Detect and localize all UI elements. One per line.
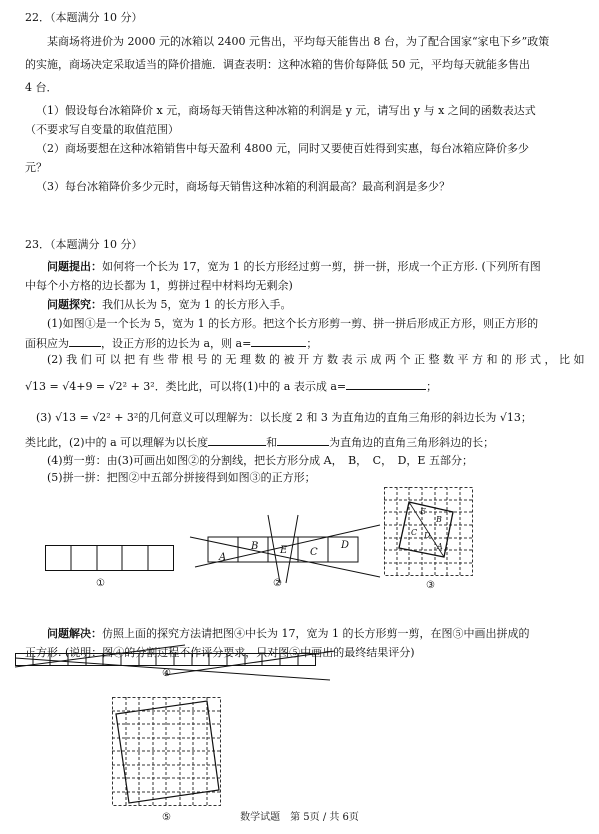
- figure-2-part-e: E: [280, 545, 288, 556]
- q23-item4: (4)剪一剪：由(3)可画出如图②的分割线，把长方形分成 A， B， C， D，E 五部分；: [47, 454, 473, 467]
- q23-item1-end: ；: [306, 337, 318, 350]
- q22-para-line1: 某商场将进价为 2000 元的冰箱以 2400 元售出，平均每天能售出 8 台，为了配合国家“家电下乡”政策: [47, 35, 550, 48]
- q23-explore-title: 问题探究：: [47, 298, 102, 311]
- answer-blank-area[interactable]: [69, 335, 101, 347]
- figure-2-part-d: D: [341, 540, 350, 551]
- q23-item3-mid: 和: [266, 436, 278, 449]
- q23-solve-line2: 正方形. (说明：图④的分割过程不作评分要求，只对图⑤中画出的最终结果评分): [25, 646, 415, 659]
- figure-3-part-b: B: [436, 515, 442, 524]
- q23-item2-end: ；: [426, 380, 438, 393]
- q22-sub2-line1: （2）商场要想在这种冰箱销售中每天盈利 4800 元，同时又要使百姓得到实惠，每台冰箱应降价多少: [36, 142, 529, 155]
- q23-item2-text: ．类比此，可以将(1)中的 a 表示成 a=: [154, 380, 347, 393]
- figure-1-rectangle: [45, 545, 175, 571]
- figure-5-label: ⑤: [162, 812, 171, 823]
- figure-4-label: ④: [162, 668, 171, 679]
- answer-blank-a-form[interactable]: [346, 378, 426, 390]
- figure-2-part-b: B: [251, 541, 259, 552]
- sqrt-expression-1: √13 = √4+9 = √2² + 3²: [25, 380, 155, 393]
- q23-solve-title: 问题解决：: [47, 627, 102, 640]
- page-footer: 数学试题 第 5页 / 共 6页: [240, 812, 359, 823]
- figure-2-part-c: C: [310, 547, 318, 558]
- q23-solve: [47, 626, 529, 641]
- figure-2-part-a: A: [219, 552, 227, 563]
- answer-blank-leg2[interactable]: [277, 434, 329, 446]
- q23-raise-line2: 中每个小方格的边长都为 1，剪拼过程中材料均无剩余): [25, 279, 293, 292]
- figure-4-strip: [15, 645, 335, 685]
- q23-header: 23．（本题满分 10 分）: [25, 238, 143, 251]
- q23-item1-line1: (1)如图①是一个长为 5，宽为 1 的长方形。把这个长方形剪一剪、拼一拼后形成正方形，则正方形的: [47, 317, 539, 330]
- q23-explore-text: 我们从长为 5，宽为 1 的长方形入手。: [102, 298, 292, 311]
- answer-blank-leg1[interactable]: [208, 434, 266, 446]
- q22-para-line3: 4 台．: [25, 81, 58, 94]
- q23-item1-mid: ，设正方形的边长为 a，则 a=: [101, 337, 252, 350]
- sqrt-expression-2: (3) √13 = √2² + 3²: [36, 411, 139, 424]
- q23-item3-text: 的几何意义可以理解为：以长度 2 和 3 为直角边的直角三角形的斜边长为 √13；: [138, 411, 532, 424]
- q23-item3-line1: [36, 410, 532, 425]
- q23-raise-text: 如何将一个长为 17，宽为 1 的长方形经过剪一剪，拼一拼，形成一个正方形. (下列所有图: [102, 260, 541, 273]
- answer-blank-a[interactable]: [251, 335, 306, 347]
- q23-item5: (5)拼一拼：把图②中五部分拼接得到如图③的正方形；: [47, 471, 316, 484]
- figure-5-grid-square: [112, 697, 222, 807]
- q23-item3-end: 为直角边的直角三角形斜边的长；: [329, 436, 495, 449]
- figure-3-part-a: A: [437, 542, 443, 551]
- q22-header: 22．（本题满分 10 分）: [25, 11, 143, 24]
- figure-3-part-e: E: [420, 507, 426, 516]
- q23-solve-text: 仿照上面的探究方法请把图④中长为 17，宽为 1 的长方形剪一剪，在图⑤中画出拼成的: [102, 627, 530, 640]
- q23-item1-pre: 面积应为: [25, 337, 69, 350]
- q23-item1-line2: [25, 335, 317, 351]
- q23-item2-line1: (2) 我 们 可 以 把 有 些 带 根 号 的 无 理 数 的 被 开 方 数 表 示 成 两 个 正 整 数 平 方 和 的 形 式 ， 比 如: [47, 353, 585, 366]
- q23-raise: [47, 259, 541, 274]
- q23-item2-line2: [25, 378, 437, 394]
- figure-2-label: ②: [273, 578, 282, 589]
- q22-sub2-line2: 元？: [25, 161, 47, 174]
- figure-3-label: ③: [426, 580, 435, 591]
- figure-1-label: ①: [96, 578, 105, 589]
- q23-item3-pre: 类比此，(2)中的 a 可以理解为以长度: [25, 436, 209, 449]
- q23-explore: [47, 297, 292, 312]
- figure-3-part-d: D: [424, 531, 431, 540]
- q22-sub1-line1: （1）假设每台冰箱降价 x 元，商场每天销售这种冰箱的利润是 y 元，请写出 y 与 x 之间的函数表达式: [36, 104, 536, 117]
- q23-item3-line2: [25, 434, 494, 450]
- q22-sub1-line2: （不要求写自变量的取值范围）: [25, 123, 179, 136]
- q22-para-line2: 的实施，商场决定采取适当的降价措施．调查表明：这种冰箱的售价每降低 50 元，平均每天就能多售出: [25, 58, 530, 71]
- figure-3-part-c: C: [411, 528, 418, 537]
- q22-sub3: （3）每台冰箱降价多少元时，商场每天销售这种冰箱的利润最高？最高利润是多少？: [36, 180, 450, 193]
- q23-raise-title: 问题提出：: [47, 260, 102, 273]
